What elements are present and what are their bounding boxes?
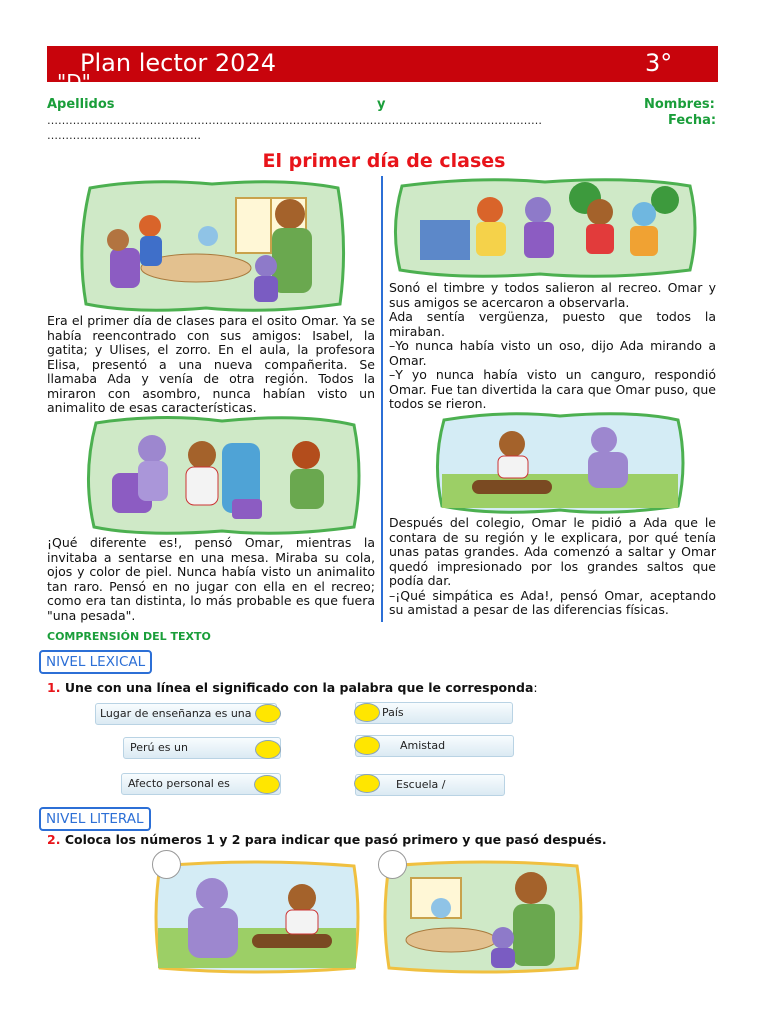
recess-scene-illustration bbox=[390, 176, 700, 280]
fecha-blank-line[interactable]: …………………………………… bbox=[47, 129, 201, 142]
nivel-literal-label: NIVEL LITERAL bbox=[39, 807, 151, 831]
story-right-paragraph-2: Después del colegio, Omar le pidió a Ada que le contara de su región y le explicara, por qué tenía unas patas grandes. Ada comenzó a saltar y Omar quedó impresionado por los grandes saltos que podía dar. –¡Qué simpática es Ada!, pensó Omar, aceptando su amistad a pesar de las diferencias físicas. bbox=[389, 515, 716, 617]
y-label: y bbox=[377, 97, 386, 112]
comprehension-heading: COMPRENSIÓN DEL TEXTO bbox=[47, 630, 211, 643]
invitation-scene-illustration bbox=[82, 413, 364, 537]
header-grade: 3° bbox=[645, 49, 673, 77]
match-left-item-1[interactable] bbox=[95, 703, 277, 725]
question-1-text: Une con una línea el significado con la palabra que le corresponda bbox=[64, 680, 534, 695]
header-section-overflow: "D" bbox=[57, 70, 91, 94]
match-right-item-1-label: País bbox=[382, 706, 404, 719]
sequence-picture-jumping bbox=[152, 858, 362, 976]
question-1-colon: : bbox=[533, 680, 538, 695]
match-left-item-1-label: Lugar de enseñanza es una bbox=[100, 707, 252, 720]
classroom-scene-illustration bbox=[76, 178, 348, 314]
match-left-item-3-label: Afecto personal es bbox=[128, 777, 230, 790]
match-right-item-2-label: Amistad bbox=[400, 739, 446, 752]
story-right-paragraph-1: Sonó el timbre y todos salieron al recreo. Omar y sus amigos se acercaron a observarla. Ada sentía vergüenza, puesto que todos la miraban. –Yo nunca había visto un oso, dijo Ada mirando a Omar. –Y yo nunca había visto un canguro, respondió Omar. Fue tan divertida la cara que Omar puso, que todos se rieron. bbox=[389, 280, 716, 411]
match-right-dot-3[interactable] bbox=[354, 774, 380, 793]
sequence-answer-circle-2[interactable] bbox=[378, 850, 407, 879]
story-title: El primer día de clases bbox=[262, 150, 506, 172]
column-divider bbox=[381, 176, 383, 622]
match-left-dot-3[interactable] bbox=[254, 775, 280, 794]
story-left-paragraph-2: ¡Qué diferente es!, pensó Omar, mientras la invitaba a sentarse en una mesa. Miraba su cola, ojos y color de piel. Nunca había visto un animalito tan raro. Pensó en no jugar con ella en el recreo; como era tan distinta, lo más probable es que fuera "una pesada". bbox=[47, 535, 375, 623]
match-right-item-3-label: Escuela / bbox=[396, 778, 446, 791]
header-banner bbox=[47, 46, 718, 94]
match-left-dot-1[interactable] bbox=[255, 704, 281, 723]
apellidos-label: Apellidos bbox=[47, 97, 115, 112]
question-1 bbox=[47, 680, 538, 695]
nivel-lexical-label: NIVEL LEXICAL bbox=[39, 650, 152, 674]
header-title: Plan lector 2024 bbox=[80, 49, 276, 77]
fecha-label: Fecha: bbox=[668, 113, 717, 128]
sequence-answer-circle-1[interactable] bbox=[152, 850, 181, 879]
jumping-scene-illustration bbox=[432, 410, 688, 516]
nombres-label: Nombres: bbox=[644, 97, 715, 112]
apellidos-blank-line[interactable]: ……………………………………………………………………………………………………………………… bbox=[47, 114, 542, 127]
question-2-number: 2. bbox=[47, 832, 61, 847]
question-1-number: 1. bbox=[47, 680, 61, 695]
sequence-picture-classroom bbox=[381, 858, 585, 976]
story-left-paragraph-1: Era el primer día de clases para el osito Omar. Ya se había reencontrado con sus amigos: Isabel, la gatita; y Ulises, el zorro. En el aula, la profesora Elisa, presentó a una nueva compañerita. Se llamaba Ada y venía de otra región. Todos la miraron con asombro, nunca habían visto un animalito de esas características. bbox=[47, 313, 375, 415]
match-left-item-2-label: Perú es un bbox=[130, 741, 188, 754]
question-2 bbox=[47, 832, 607, 847]
question-2-text: Coloca los números 1 y 2 para indicar que pasó primero y que pasó después. bbox=[64, 832, 607, 847]
match-right-dot-2[interactable] bbox=[354, 736, 380, 755]
match-right-dot-1[interactable] bbox=[354, 703, 380, 722]
match-left-dot-2[interactable] bbox=[255, 740, 281, 759]
